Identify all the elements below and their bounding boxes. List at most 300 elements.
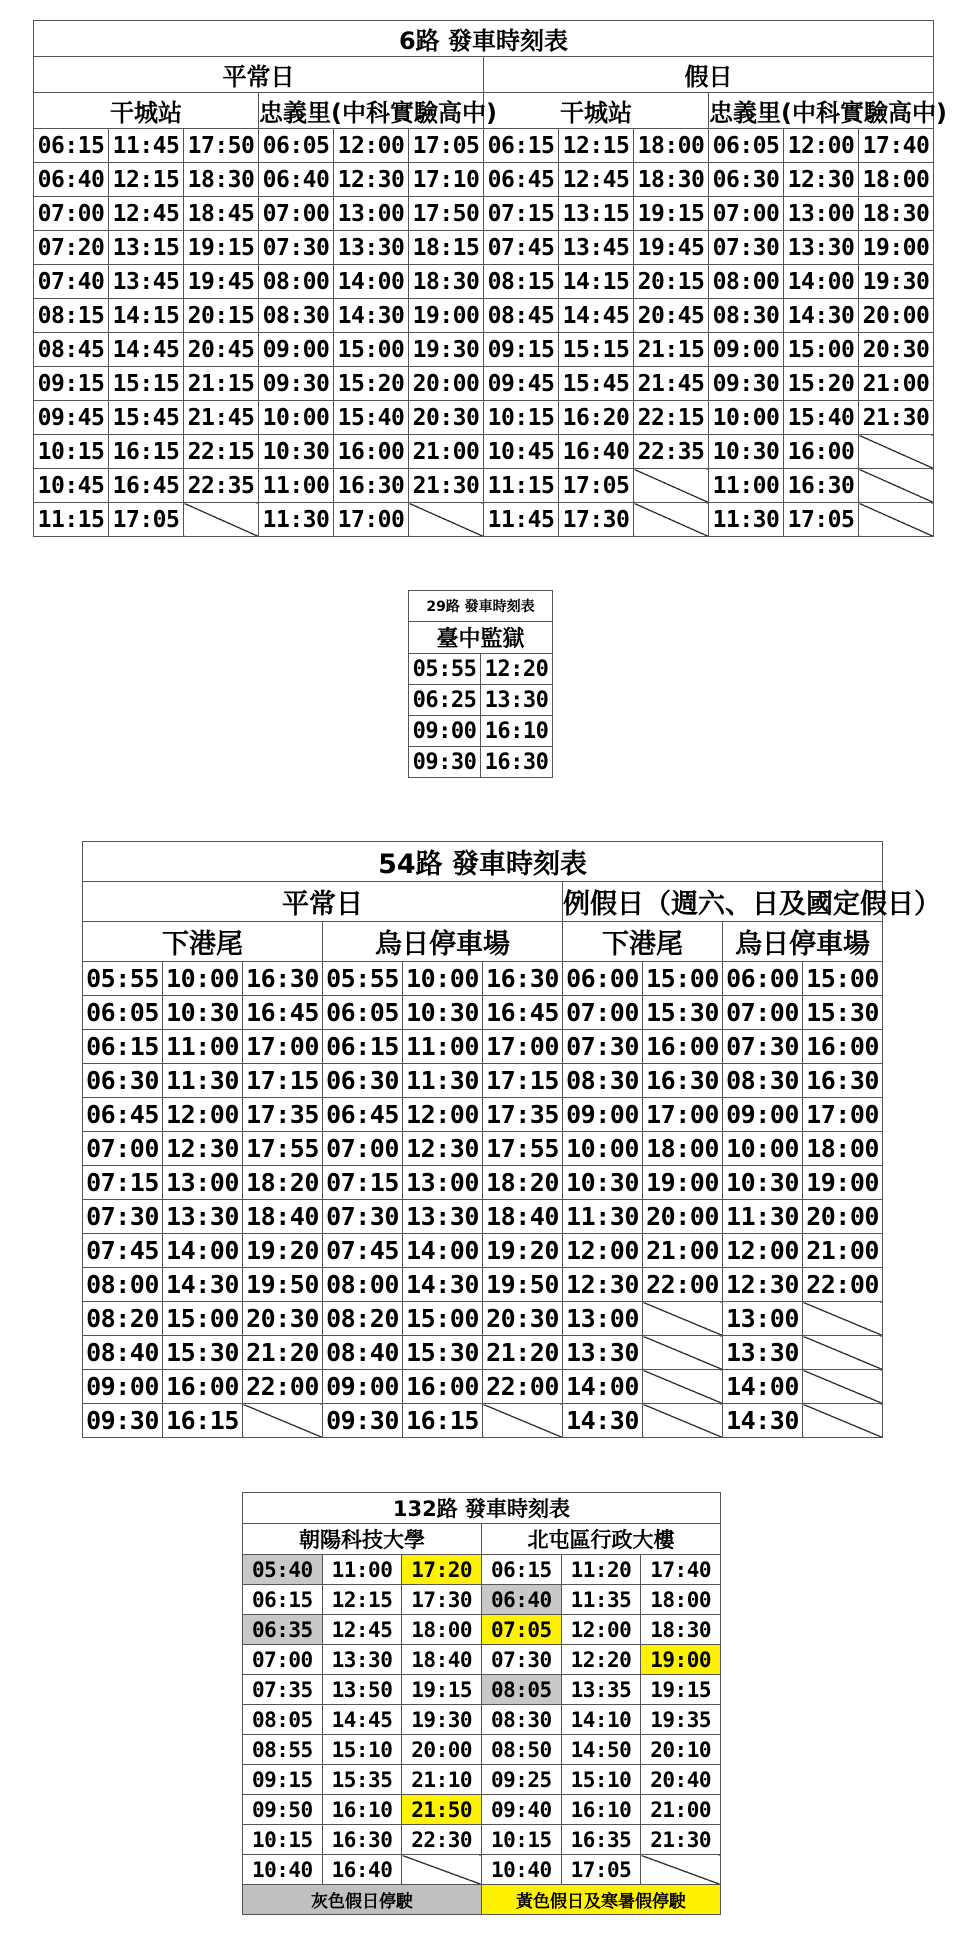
departure-time: 17:15 [483,1064,563,1098]
departure-time: 18:00 [859,163,934,197]
departure-time: 16:15 [163,1404,243,1438]
route-132-legend [243,1885,721,1915]
table-row [34,435,934,469]
departure-time: 20:00 [402,1735,482,1765]
route-6-weekday-stop-b: 忠義里(中科實驗高中) [259,93,484,129]
departure-time: 18:30 [859,197,934,231]
departure-time: 16:10 [322,1795,402,1825]
departure-time: 18:40 [243,1200,323,1234]
departure-time: 16:30 [784,469,859,503]
route-54-holiday-stop-a: 下港尾 [563,922,723,962]
departure-time: 08:00 [83,1268,163,1302]
departure-time: 14:30 [334,299,409,333]
departure-time: 08:20 [323,1302,403,1336]
departure-time: 12:30 [563,1268,643,1302]
table-row [83,1098,883,1132]
departure-time: 07:05 [481,1615,561,1645]
departure-time: 12:00 [784,129,859,163]
departure-time: 22:00 [803,1268,883,1302]
departure-time: 12:30 [784,163,859,197]
departure-time: 13:00 [563,1302,643,1336]
departure-time: 12:00 [334,129,409,163]
departure-time: 08:30 [709,299,784,333]
no-service-cell [409,503,484,537]
departure-time: 08:15 [34,299,109,333]
departure-time: 17:20 [402,1555,482,1585]
departure-time: 14:45 [109,333,184,367]
route-29-stop: 臺中監獄 [409,622,553,654]
departure-time: 17:50 [409,197,484,231]
departure-time: 12:30 [723,1268,803,1302]
departure-time: 15:00 [784,333,859,367]
departure-time: 16:30 [334,469,409,503]
departure-time: 16:45 [243,996,323,1030]
route-54-holiday-label: 例假日（週六、日及國定假日） [563,882,883,922]
departure-time: 19:30 [402,1705,482,1735]
departure-time: 15:00 [163,1302,243,1336]
table-row [243,1825,721,1855]
departure-time: 09:30 [709,367,784,401]
table-row [243,1555,721,1585]
departure-time: 21:15 [184,367,259,401]
route-6-holiday-stop-a: 干城站 [484,93,709,129]
table-row [34,231,934,265]
departure-time: 13:00 [334,197,409,231]
departure-time: 11:00 [322,1555,402,1585]
departure-time: 15:00 [403,1302,483,1336]
departure-time: 22:35 [634,435,709,469]
departure-time: 15:00 [803,962,883,996]
departure-time: 17:55 [243,1132,323,1166]
departure-time: 05:40 [243,1555,323,1585]
table-row [243,1585,721,1615]
no-service-cell [859,503,934,537]
table-row [83,996,883,1030]
departure-time: 13:30 [481,685,553,716]
departure-time: 22:15 [634,401,709,435]
departure-time: 21:30 [409,469,484,503]
departure-time: 15:20 [334,367,409,401]
route-132-body [243,1493,721,1885]
departure-time: 20:15 [634,265,709,299]
departure-time: 19:15 [634,197,709,231]
route-29-body [409,591,553,778]
departure-time: 20:15 [184,299,259,333]
departure-time: 12:45 [559,163,634,197]
departure-time: 15:45 [109,401,184,435]
departure-time: 05:55 [409,654,481,685]
departure-time: 16:30 [803,1064,883,1098]
departure-time: 07:20 [34,231,109,265]
departure-time: 15:40 [334,401,409,435]
departure-time: 20:00 [643,1200,723,1234]
table-row [409,716,553,747]
route-132-stop-b: 北屯區行政大樓 [481,1524,720,1555]
departure-time: 12:00 [561,1615,641,1645]
departure-time: 06:05 [323,996,403,1030]
departure-time: 14:00 [563,1370,643,1404]
no-service-cell [634,469,709,503]
departure-time: 15:30 [803,996,883,1030]
departure-time: 19:30 [409,333,484,367]
departure-time: 07:30 [723,1030,803,1064]
departure-time: 07:45 [83,1234,163,1268]
departure-time: 17:40 [859,129,934,163]
departure-time: 10:45 [34,469,109,503]
departure-time: 12:00 [163,1098,243,1132]
departure-time: 18:30 [184,163,259,197]
departure-time: 17:05 [784,503,859,537]
departure-time: 17:35 [243,1098,323,1132]
departure-time: 08:30 [481,1705,561,1735]
departure-time: 16:00 [334,435,409,469]
no-service-cell [243,1404,323,1438]
departure-time: 18:00 [641,1585,721,1615]
table-row [34,163,934,197]
departure-time: 13:35 [561,1675,641,1705]
departure-time: 07:00 [259,197,334,231]
departure-time: 09:00 [723,1098,803,1132]
departure-time: 06:40 [34,163,109,197]
departure-time: 09:00 [563,1098,643,1132]
departure-time: 21:00 [859,367,934,401]
route-29-timetable [408,590,553,778]
departure-time: 10:40 [243,1855,323,1885]
table-row [34,367,934,401]
departure-time: 16:00 [803,1030,883,1064]
departure-time: 13:50 [322,1675,402,1705]
departure-time: 07:30 [481,1645,561,1675]
departure-time: 17:40 [641,1555,721,1585]
departure-time: 08:05 [481,1675,561,1705]
departure-time: 22:15 [184,435,259,469]
route-54-weekday-stop-b: 烏日停車場 [323,922,563,962]
departure-time: 13:45 [109,265,184,299]
table-row [243,1855,721,1885]
departure-time: 07:30 [83,1200,163,1234]
departure-time: 12:00 [403,1098,483,1132]
departure-time: 20:30 [243,1302,323,1336]
departure-time: 13:15 [109,231,184,265]
table-row [34,299,934,333]
departure-time: 19:20 [243,1234,323,1268]
departure-time: 16:15 [109,435,184,469]
departure-time: 19:00 [803,1166,883,1200]
departure-time: 19:45 [184,265,259,299]
departure-time: 21:15 [634,333,709,367]
departure-time: 17:05 [561,1855,641,1885]
no-service-cell [803,1302,883,1336]
departure-time: 11:15 [34,503,109,537]
departure-time: 15:40 [784,401,859,435]
table-row [34,197,934,231]
table-row [83,962,883,996]
departure-time: 12:15 [322,1585,402,1615]
departure-time: 09:00 [259,333,334,367]
departure-time: 14:15 [109,299,184,333]
departure-time: 09:00 [323,1370,403,1404]
departure-time: 11:30 [709,503,784,537]
no-service-cell [634,503,709,537]
no-service-cell [402,1855,482,1885]
departure-time: 10:00 [163,962,243,996]
no-service-cell [803,1404,883,1438]
departure-time: 11:30 [723,1200,803,1234]
no-service-cell [803,1336,883,1370]
departure-time: 09:45 [484,367,559,401]
departure-time: 17:05 [559,469,634,503]
departure-time: 08:45 [34,333,109,367]
departure-time: 17:50 [184,129,259,163]
departure-time: 16:30 [322,1825,402,1855]
departure-time: 15:10 [561,1765,641,1795]
departure-time: 11:45 [484,503,559,537]
departure-time: 18:00 [634,129,709,163]
departure-time: 06:15 [484,129,559,163]
departure-time: 18:40 [483,1200,563,1234]
legend-yellow-note: 黃色假日及寒暑假停駛 [481,1885,720,1915]
departure-time: 22:00 [243,1370,323,1404]
departure-time: 14:30 [563,1404,643,1438]
departure-time: 21:45 [634,367,709,401]
departure-time: 15:00 [334,333,409,367]
departure-time: 10:15 [481,1825,561,1855]
departure-time: 09:30 [323,1404,403,1438]
departure-time: 06:00 [563,962,643,996]
table-row [243,1675,721,1705]
departure-time: 13:30 [723,1336,803,1370]
departure-time: 15:00 [643,962,723,996]
departure-time: 10:00 [563,1132,643,1166]
departure-time: 09:15 [34,367,109,401]
departure-time: 19:00 [643,1166,723,1200]
no-service-cell [803,1370,883,1404]
departure-time: 06:05 [259,129,334,163]
departure-time: 14:30 [403,1268,483,1302]
departure-time: 19:50 [243,1268,323,1302]
departure-time: 17:05 [409,129,484,163]
departure-time: 11:30 [259,503,334,537]
departure-time: 17:15 [243,1064,323,1098]
departure-time: 17:00 [803,1098,883,1132]
departure-time: 10:15 [34,435,109,469]
departure-time: 21:00 [803,1234,883,1268]
departure-time: 22:00 [643,1268,723,1302]
route-6-title: 6路 發車時刻表 [34,21,934,57]
departure-time: 12:45 [322,1615,402,1645]
departure-time: 07:40 [34,265,109,299]
departure-time: 11:30 [163,1064,243,1098]
route-54-weekday-stop-a: 下港尾 [83,922,323,962]
departure-time: 08:40 [83,1336,163,1370]
departure-time: 18:00 [803,1132,883,1166]
departure-time: 13:00 [403,1166,483,1200]
departure-time: 15:10 [322,1735,402,1765]
departure-time: 15:30 [403,1336,483,1370]
departure-time: 07:45 [323,1234,403,1268]
route-54-timetable [82,841,941,1438]
departure-time: 06:15 [34,129,109,163]
departure-time: 20:30 [483,1302,563,1336]
departure-time: 12:30 [163,1132,243,1166]
table-row [83,1404,883,1438]
departure-time: 07:15 [323,1166,403,1200]
departure-time: 16:00 [784,435,859,469]
departure-time: 19:15 [641,1675,721,1705]
departure-time: 14:50 [561,1735,641,1765]
departure-time: 14:45 [559,299,634,333]
table-row [83,1064,883,1098]
departure-time: 17:00 [643,1098,723,1132]
table-row [243,1645,721,1675]
departure-time: 14:30 [163,1268,243,1302]
no-service-cell [643,1336,723,1370]
departure-time: 08:55 [243,1735,323,1765]
departure-time: 16:30 [481,747,553,778]
departure-time: 07:35 [243,1675,323,1705]
table-row [83,1132,883,1166]
departure-time: 11:00 [163,1030,243,1064]
departure-time: 07:00 [243,1645,323,1675]
departure-time: 17:05 [109,503,184,537]
departure-time: 09:40 [481,1795,561,1825]
table-row [83,1234,883,1268]
table-row [409,747,553,778]
table-row [83,1200,883,1234]
departure-time: 07:00 [34,197,109,231]
departure-time: 05:55 [323,962,403,996]
departure-time: 13:00 [163,1166,243,1200]
departure-time: 14:00 [784,265,859,299]
departure-time: 16:00 [163,1370,243,1404]
departure-time: 10:15 [484,401,559,435]
route-54-weekday-label: 平常日 [83,882,563,922]
departure-time: 14:10 [561,1705,641,1735]
departure-time: 18:30 [409,265,484,299]
departure-time: 16:45 [483,996,563,1030]
departure-time: 16:40 [322,1855,402,1885]
departure-time: 16:00 [403,1370,483,1404]
departure-time: 06:30 [709,163,784,197]
departure-time: 12:30 [334,163,409,197]
departure-time: 09:00 [83,1370,163,1404]
departure-time: 15:20 [784,367,859,401]
departure-time: 13:30 [334,231,409,265]
departure-time: 19:50 [483,1268,563,1302]
departure-time: 08:30 [563,1064,643,1098]
departure-time: 06:45 [484,163,559,197]
departure-time: 14:30 [723,1404,803,1438]
no-service-cell [643,1302,723,1336]
departure-time: 19:00 [641,1645,721,1675]
departure-time: 12:20 [561,1645,641,1675]
departure-time: 16:10 [481,716,553,747]
departure-time: 11:15 [484,469,559,503]
departure-time: 19:20 [483,1234,563,1268]
departure-time: 06:25 [409,685,481,716]
table-row [83,1302,883,1336]
departure-time: 16:00 [643,1030,723,1064]
no-service-cell [641,1855,721,1885]
departure-time: 09:30 [83,1404,163,1438]
departure-time: 06:45 [323,1098,403,1132]
departure-time: 16:30 [643,1064,723,1098]
departure-time: 14:15 [559,265,634,299]
departure-time: 08:15 [484,265,559,299]
departure-time: 06:35 [243,1615,323,1645]
departure-time: 10:30 [709,435,784,469]
departure-time: 09:15 [484,333,559,367]
departure-time: 13:15 [559,197,634,231]
table-row [34,265,934,299]
departure-time: 07:00 [723,996,803,1030]
departure-time: 11:35 [561,1585,641,1615]
departure-time: 18:30 [641,1615,721,1645]
route-29-title: 29路 發車時刻表 [409,591,553,622]
departure-time: 10:15 [243,1825,323,1855]
departure-time: 12:45 [109,197,184,231]
departure-time: 13:30 [322,1645,402,1675]
departure-time: 17:00 [334,503,409,537]
departure-time: 13:30 [784,231,859,265]
departure-time: 08:00 [709,265,784,299]
departure-time: 21:20 [243,1336,323,1370]
departure-time: 15:15 [109,367,184,401]
departure-time: 18:00 [402,1615,482,1645]
departure-time: 20:45 [184,333,259,367]
departure-time: 10:30 [403,996,483,1030]
departure-time: 16:45 [109,469,184,503]
departure-time: 15:30 [643,996,723,1030]
departure-time: 06:15 [243,1585,323,1615]
departure-time: 08:30 [723,1064,803,1098]
departure-time: 05:55 [83,962,163,996]
departure-time: 18:45 [184,197,259,231]
departure-time: 07:00 [83,1132,163,1166]
departure-time: 13:45 [559,231,634,265]
departure-time: 06:40 [259,163,334,197]
departure-time: 10:00 [259,401,334,435]
departure-time: 16:40 [559,435,634,469]
table-row [83,1166,883,1200]
departure-time: 08:45 [484,299,559,333]
departure-time: 18:30 [634,163,709,197]
departure-time: 06:45 [83,1098,163,1132]
departure-time: 12:00 [563,1234,643,1268]
table-row [243,1765,721,1795]
departure-time: 13:30 [163,1200,243,1234]
departure-time: 12:20 [481,654,553,685]
table-row [83,1336,883,1370]
departure-time: 18:20 [483,1166,563,1200]
departure-time: 17:00 [243,1030,323,1064]
route-132-timetable [242,1492,721,1915]
departure-time: 10:30 [563,1166,643,1200]
departure-time: 20:45 [634,299,709,333]
no-service-cell [184,503,259,537]
departure-time: 22:30 [402,1825,482,1855]
departure-time: 13:30 [403,1200,483,1234]
departure-time: 14:00 [334,265,409,299]
departure-time: 20:30 [859,333,934,367]
departure-time: 16:20 [559,401,634,435]
departure-time: 10:40 [481,1855,561,1885]
route-6-holiday-stop-b: 忠義里(中科實驗高中) [709,93,934,129]
departure-time: 20:00 [409,367,484,401]
departure-time: 19:45 [634,231,709,265]
departure-time: 14:00 [723,1370,803,1404]
departure-time: 19:35 [641,1705,721,1735]
